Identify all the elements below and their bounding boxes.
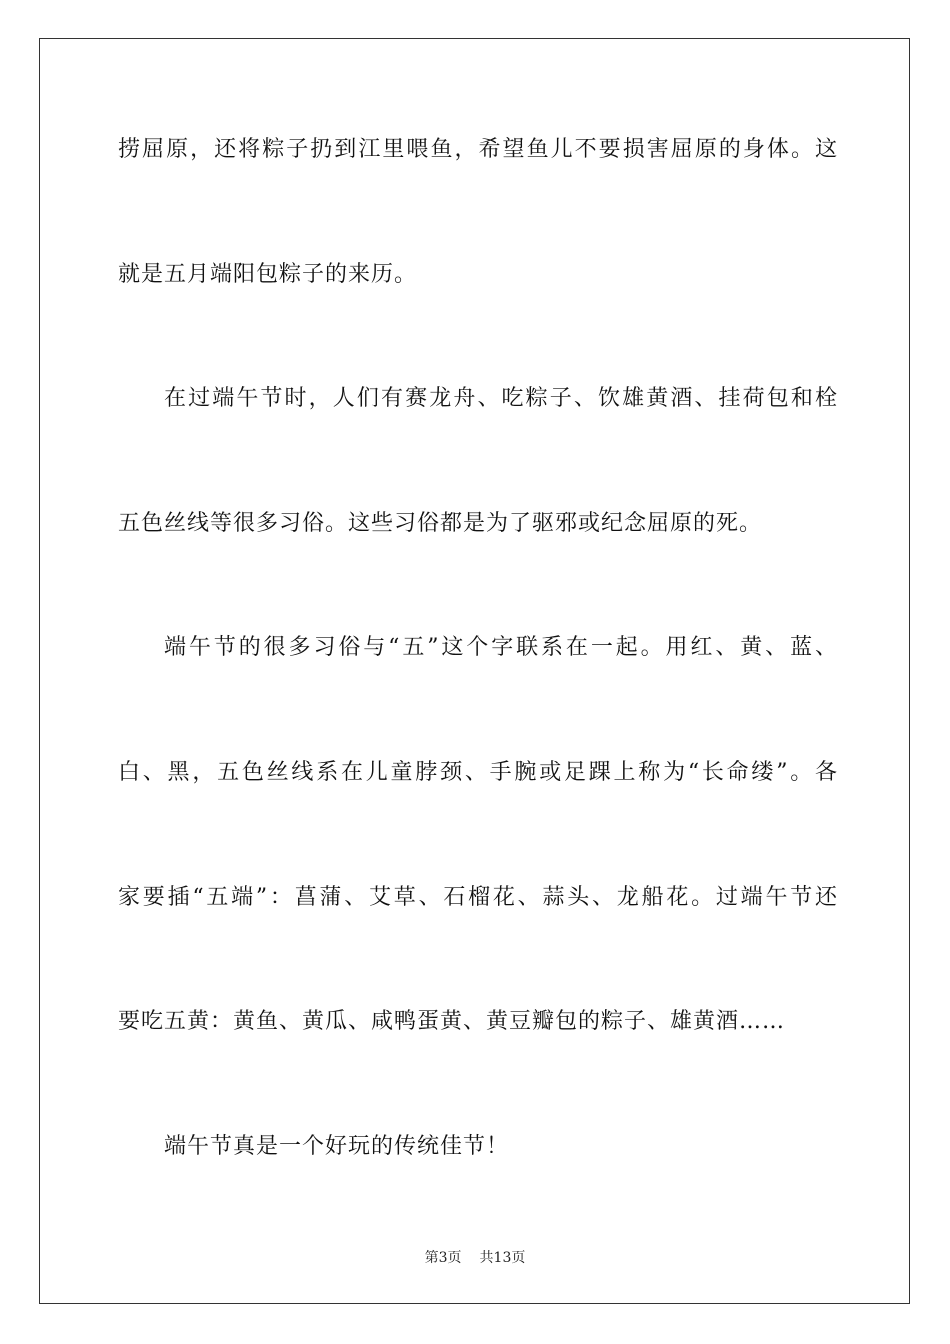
page-total: 共13页 — [479, 1250, 526, 1266]
paragraph-line-8: 要吃五黄：黄鱼、黄瓜、咸鸭蛋黄、黄豆瓣包的粽子、雄黄酒…… — [118, 1009, 786, 1034]
paragraph-line-7: 家要插“五端”：菖蒲、艾草、石榴花、蒜头、龙船花。过端午节还 — [118, 885, 838, 910]
paragraph-line-6: 白、黑，五色丝线系在儿童脖颈、手腕或足踝上称为“长命缕”。各 — [118, 760, 838, 785]
paragraph-line-5: 端午节的很多习俗与“五”这个字联系在一起。用红、黄、蓝、 — [164, 635, 838, 660]
paragraph-line-4: 五色丝线等很多习俗。这些习俗都是为了驱邪或纪念屈原的死。 — [118, 511, 763, 536]
paragraph-line-1: 捞屈原，还将粽子扔到江里喂鱼，希望鱼儿不要损害屈原的身体。这 — [118, 137, 838, 162]
page-number: 第3页 — [424, 1250, 462, 1266]
page-border — [39, 38, 910, 1304]
paragraph-line-9: 端午节真是一个好玩的传统佳节！ — [164, 1134, 510, 1159]
paragraph-line-3: 在过端午节时，人们有赛龙舟、吃粽子、饮雄黄酒、挂荷包和栓 — [164, 386, 838, 411]
paragraph-line-2: 就是五月端阳包粽子的来历。 — [118, 262, 418, 287]
page-footer — [0, 1248, 950, 1268]
